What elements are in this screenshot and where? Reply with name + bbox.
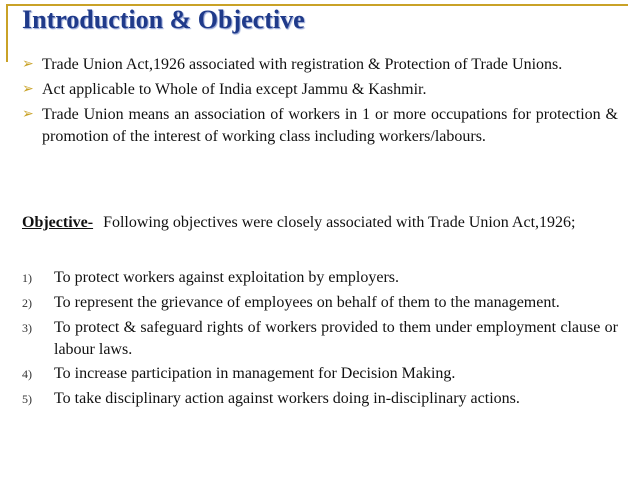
list-item <box>22 316 618 361</box>
objective-text: Following objectives were closely associated with Trade Union Act,1926; <box>103 214 576 231</box>
list-item <box>22 291 618 315</box>
item-number: 1) <box>22 271 32 285</box>
list-item <box>22 387 618 411</box>
arrow-bullet-icon: ➢ <box>22 107 34 122</box>
item-number: 2) <box>22 296 32 310</box>
bullet-item <box>22 79 618 101</box>
slide-title: Introduction & Objective <box>22 5 305 34</box>
bullet-text: Act applicable to Whole of India except Jammu & Kashmir. <box>42 81 427 98</box>
bullet-text: Trade Union Act,1926 associated with registration & Protection of Trade Unions. <box>42 56 563 73</box>
item-number: 4) <box>22 367 32 381</box>
objective-paragraph <box>22 212 618 234</box>
arrow-bullet-icon: ➢ <box>22 82 34 97</box>
item-number: 5) <box>22 392 32 406</box>
objectives-list <box>22 266 618 412</box>
item-text: To protect & safeguard rights of workers provided to them under employment clause or labour laws. <box>54 319 618 358</box>
item-number: 3) <box>22 321 32 335</box>
bullet-text: Trade Union means an association of workers in 1 or more occupations for protection & promotion of the interest of working class including workers/labours. <box>42 106 618 145</box>
bullet-item <box>22 54 618 76</box>
decorative-bracket-left <box>6 4 8 62</box>
list-item <box>22 266 618 290</box>
item-text: To represent the grievance of employees on behalf of them to the management. <box>54 294 560 311</box>
item-text: To protect workers against exploitation by employers. <box>54 269 400 286</box>
item-text: To increase participation in management for Decision Making. <box>54 365 456 382</box>
arrow-bullet-icon: ➢ <box>22 57 34 72</box>
item-text: To take disciplinary action against workers doing in-disciplinary actions. <box>54 390 520 407</box>
list-item <box>22 362 618 386</box>
bullet-item <box>22 104 618 148</box>
objective-label: Objective- <box>22 214 94 231</box>
bullet-list <box>22 54 618 151</box>
